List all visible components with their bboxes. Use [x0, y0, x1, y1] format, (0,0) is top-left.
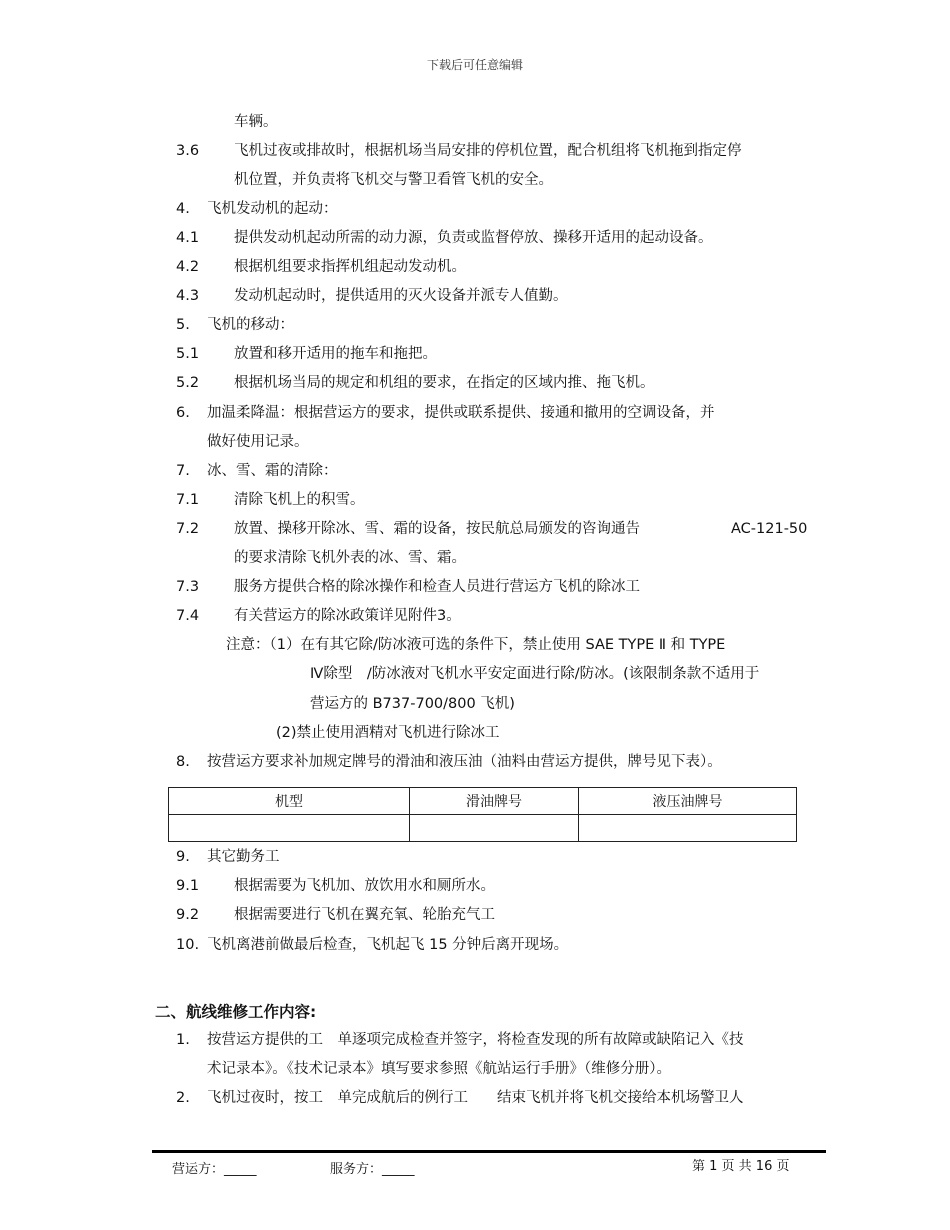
text-line: 清除飞机上的积雪。: [234, 492, 365, 508]
text-line: 放置和移开适用的拖车和拖把。: [234, 346, 437, 362]
item-number: 4.: [176, 201, 190, 217]
text-line: 冰、雪、霜的清除：: [207, 463, 338, 479]
text-line: 其它勤务工: [207, 849, 280, 865]
item-number: 1.: [176, 1032, 190, 1048]
text-line: 飞机发动机的起动：: [207, 201, 338, 217]
text-line: 飞机离港前做最后检查，飞机起飞 15 分钟后离开现场。: [207, 937, 569, 953]
item-number: 5.2: [176, 375, 200, 391]
text-line: 按营运方提供的工 单逐项完成检查并签字，将检查发现的所有故障或缺陷记入《技: [207, 1032, 744, 1048]
column-header-lube-oil: 滑油牌号: [410, 788, 579, 815]
note-line: (2)禁止使用酒精对飞机进行除冰工: [276, 725, 500, 741]
item-number: 7.3: [176, 579, 200, 595]
item-number: 2.: [176, 1090, 190, 1106]
text-line: 根据需要进行飞机在翼充氧、轮胎充气工: [234, 907, 495, 923]
note-line: 营运方的 B737-700/800 飞机): [310, 696, 515, 712]
table-cell: [579, 815, 797, 842]
text-line: 加温柔降温：根据营运方的要求，提供或联系提供、接通和撤用的空调设备，并: [207, 405, 715, 421]
column-header-aircraft-type: 机型: [169, 788, 410, 815]
text-line: 有关营运方的除冰政策详见附件3。: [234, 608, 461, 624]
note-line: 注意：（1）在有其它除/防冰液可选的条件下，禁止使用 SAE TYPE Ⅱ 和 TYPE: [226, 637, 726, 653]
text-line: 的要求清除飞机外表的冰、雪、霜。: [234, 550, 466, 566]
footer-service-signature: 服务方：_____: [330, 1162, 415, 1177]
table-cell: [169, 815, 410, 842]
text-line: 按营运方要求补加规定牌号的滑油和液压油（油料由营运方提供，牌号见下表）。: [207, 754, 722, 770]
item-number: 6.: [176, 405, 190, 421]
column-header-hydraulic-oil: 液压油牌号: [579, 788, 797, 815]
footer-operator-signature: 营运方：_____: [172, 1162, 257, 1177]
item-number: 4.3: [176, 288, 200, 304]
text-line: 根据机场当局的规定和机组的要求，在指定的区域内推、拖飞机。: [234, 375, 655, 391]
text-line: 发动机起动时，提供适用的灭火设备并派专人值勤。: [234, 288, 568, 304]
item-number: 7.: [176, 463, 190, 479]
text-line: 机位置，并负责将飞机交与警卫看管飞机的安全。: [234, 172, 553, 188]
text-line: 车辆。: [234, 114, 278, 130]
page-header-watermark: 下载后可任意编辑: [426, 58, 523, 72]
table-header-row: [169, 788, 797, 815]
text-line: 放置、操移开除冰、雪、霜的设备，按民航总局颁发的咨询通告: [234, 521, 640, 537]
item-number: 9.1: [176, 878, 200, 894]
item-number: 7.4: [176, 608, 200, 624]
item-number: 10.: [176, 937, 200, 953]
item-number: 7.1: [176, 492, 200, 508]
text-line: 服务方提供合格的除冰操作和检查人员进行营运方飞机的除冰工: [234, 579, 640, 595]
text-line: 做好使用记录。: [207, 434, 309, 450]
footer-rule: [152, 1150, 826, 1153]
text-line: 术记录本》。《技术记录本》填写要求参照《航站运行手册》（维修分册）。: [207, 1061, 671, 1077]
table-row: [169, 815, 797, 842]
item-number: 4.1: [176, 230, 200, 246]
item-number: 3.6: [176, 143, 200, 159]
text-line: 飞机过夜时，按工 单完成航后的例行工 结束飞机并将飞机交接给本机场警卫人: [207, 1090, 744, 1106]
text-line: 飞机的移动：: [207, 317, 294, 333]
item-number: 9.: [176, 849, 190, 865]
text-line: 根据机组要求指挥机组起动发动机。: [234, 259, 466, 275]
item-number: 7.2: [176, 521, 200, 537]
text-line: 提供发动机起动所需的动力源，负责或监督停放、操移开适用的起动设备。: [234, 230, 713, 246]
text-line: 根据需要为飞机加、放饮用水和厕所水。: [234, 878, 495, 894]
oil-grade-table: [168, 787, 797, 842]
item-number: 8.: [176, 754, 190, 770]
table-cell: [410, 815, 579, 842]
page-number: 第 1 页 共 16 页: [692, 1159, 790, 1174]
item-number: 5.: [176, 317, 190, 333]
item-number: 5.1: [176, 346, 200, 362]
text-line: 飞机过夜或排故时，根据机场当局安排的停机位置，配合机组将飞机拖到指定停: [234, 143, 742, 159]
advisory-circular-ref: AC-121-50: [731, 521, 808, 537]
item-number: 9.2: [176, 907, 200, 923]
item-number: 4.2: [176, 259, 200, 275]
note-line: Ⅳ除型 /防冰液对飞机水平安定面进行除/防冰。(该限制条款不适用于: [310, 666, 760, 682]
section-heading: 二、航线维修工作内容:: [155, 1003, 317, 1021]
